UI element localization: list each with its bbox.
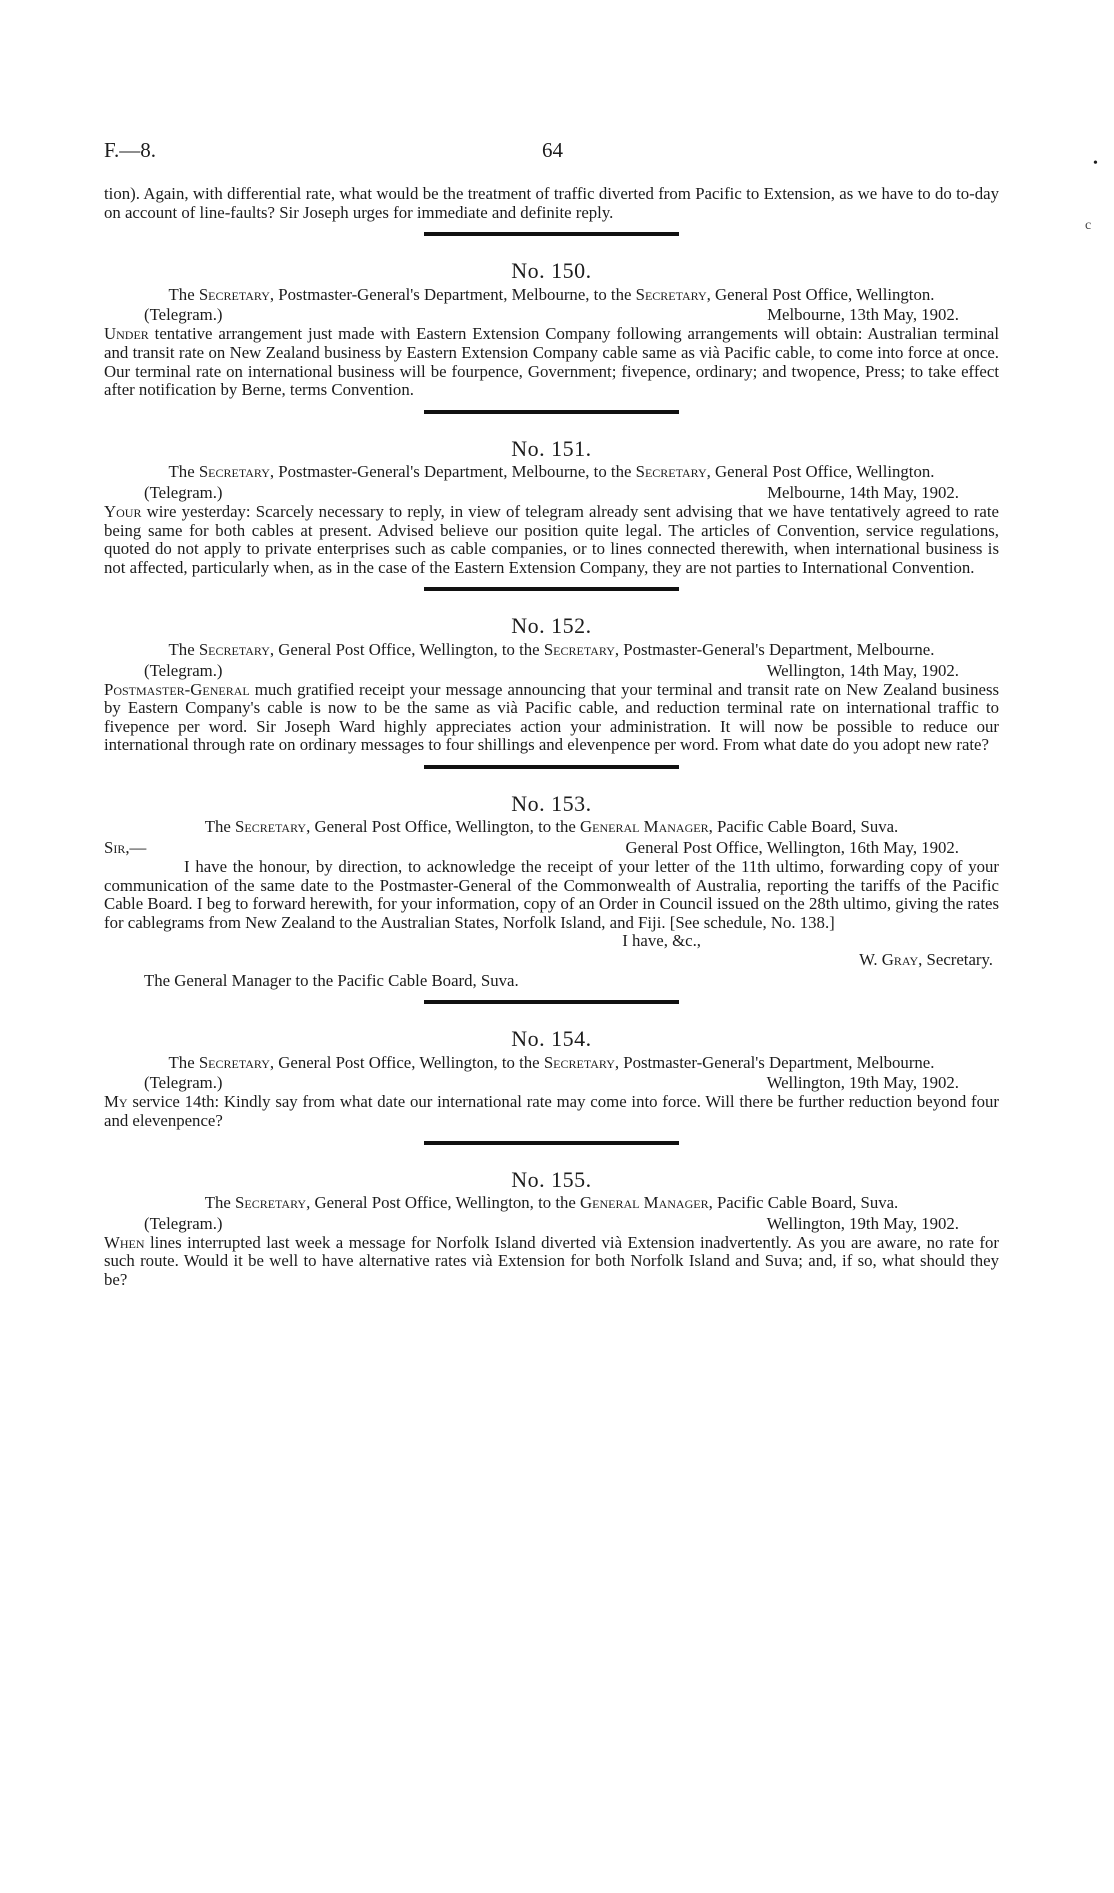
page-header: [104, 138, 999, 168]
telegram-label: (Telegram.): [144, 1213, 223, 1233]
section-number-155: No. 155.: [511, 1166, 592, 1192]
section-number-151: No. 151.: [511, 435, 592, 461]
page-content: [104, 185, 999, 1290]
section-152-address: The Secretary, General Post Office, Wellington, to the Secretary, Postmaster-General's Department, Melbourne.: [168, 639, 935, 659]
section-divider: [424, 587, 679, 591]
section-155-address: The Secretary, General Post Office, Wellington, to the General Manager, Pacific Cable Board, Suva.: [204, 1193, 899, 1213]
margin-c-mark: c: [1085, 218, 1092, 233]
salutation: Sir,—: [104, 838, 147, 858]
section-divider: [424, 1000, 679, 1004]
dateline-date: Melbourne, 13th May, 1902.: [767, 305, 959, 325]
letter-closing: I have, &c.,: [622, 931, 701, 951]
letter-signature: W. Gray, Secretary.: [859, 950, 993, 970]
dateline-date: General Post Office, Wellington, 16th May, 1902.: [625, 838, 959, 858]
section-155-body: When lines interrupted last week a message for Norfolk Island diverted vià Extension inadvertently. As you are aware, no rate for such route. Would it be well to have alternative rates vià Extension for both Norfolk Island and Suva; and, if so, what should they be?: [104, 1232, 999, 1289]
section-154-body: My service 14th: Kindly say from what date our international rate may come into force. Will there be further reduction beyond four and elevenpence?: [104, 1092, 999, 1130]
dateline-date: Melbourne, 14th May, 1902.: [767, 482, 959, 502]
section-number-153: No. 153.: [511, 790, 592, 816]
section-152-body: Postmaster-General much gratified receipt your message announcing that your terminal and transit rate on New Zealand business by Eastern Company's cable is now to be the same as vià Pacific cable, and reduction terminal rate on international traffic to fivepence per word. Sir Joseph Ward highly appreciates action your administration. It will now be possible to reduce our international through rate on ordinary messages to four shillings and elevenpence per word. From what date do you adopt new rate?: [104, 679, 999, 755]
document-reference: F.—8.: [104, 138, 156, 162]
section-150-address: The Secretary, Postmaster-General's Department, Melbourne, to the Secretary, General Post Office, Wellington.: [168, 284, 935, 304]
section-151-address: The Secretary, Postmaster-General's Department, Melbourne, to the Secretary, General Post Office, Wellington.: [168, 462, 935, 482]
section-152-dateline: [104, 662, 999, 681]
section-divider: [424, 1141, 679, 1145]
telegram-label: (Telegram.): [144, 305, 223, 325]
telegram-label: (Telegram.): [144, 1073, 223, 1093]
letter-addressee: The General Manager to the Pacific Cable Board, Suva.: [144, 970, 519, 990]
section-150-dateline: [104, 306, 999, 325]
section-154-dateline: [104, 1074, 999, 1093]
dateline-date: Wellington, 14th May, 1902.: [766, 660, 959, 680]
section-154-address: The Secretary, General Post Office, Wellington, to the Secretary, Postmaster-General's Department, Melbourne.: [168, 1052, 935, 1072]
section-155-dateline: [104, 1215, 999, 1234]
section-number-154: No. 154.: [511, 1026, 592, 1052]
section-divider: [424, 232, 679, 236]
section-150-body: Under tentative arrangement just made with Eastern Extension Company following arrangements will obtain: Australian terminal and transit rate on New Zealand business by Eastern Extension Company cable same as vià Pacific cable, to come into force at once. Our terminal rate on international business will be fourpence, Government; fivepence, ordinary; and twopence, Press; to take effect after notification by Berne, terms Convention.: [104, 324, 999, 400]
section-153-dateline: [104, 839, 999, 858]
section-151-dateline: [104, 484, 999, 503]
dateline-date: Wellington, 19th May, 1902.: [766, 1213, 959, 1233]
section-151-body: Your wire yesterday: Scarcely necessary to reply, in view of telegram already sent advising that we have tentatively agreed to rate being same for both cables at present. Advised believe our position quite legal. The articles of Convention, service regulations, quoted do not apply to private enterprises such as cable companies, or to lines connected therewith, when international business is not affected, particularly when, as in the case of the Eastern Extension Company, they are not parties to International Convention.: [104, 501, 999, 577]
section-number-150: No. 150.: [511, 258, 592, 284]
section-divider: [424, 410, 679, 414]
page-number: 64: [542, 138, 563, 162]
telegram-label: (Telegram.): [144, 482, 223, 502]
section-153-address: The Secretary, General Post Office, Wellington, to the General Manager, Pacific Cable Board, Suva.: [204, 817, 899, 837]
section-divider: [424, 765, 679, 769]
section-153-body: I have the honour, by direction, to acknowledge the receipt of your letter of the 11th ultimo, forwarding copy of your communication of the same date to the Postmaster-General of the Commonwealth of Australia, reporting the tariffs of the Pacific Cable Board. I beg to forward herewith, for your information, copy of an Order in Council issued on the 28th ultimo, giving the rates for cablegrams from New Zealand to the Australian States, Norfolk Island, and Fiji. [See schedule, No. 138.]: [104, 857, 999, 932]
telegram-label: (Telegram.): [144, 660, 223, 680]
intro-paragraph: tion). Again, with differential rate, what would be the treatment of traffic diverted from Pacific to Extension, as we have to do to-day on account of line-faults? Sir Joseph urges for immediate and definite reply.: [104, 184, 999, 222]
section-number-152: No. 152.: [511, 613, 592, 639]
margin-dot-mark: •: [1093, 156, 1098, 171]
dateline-date: Wellington, 19th May, 1902.: [766, 1073, 959, 1093]
